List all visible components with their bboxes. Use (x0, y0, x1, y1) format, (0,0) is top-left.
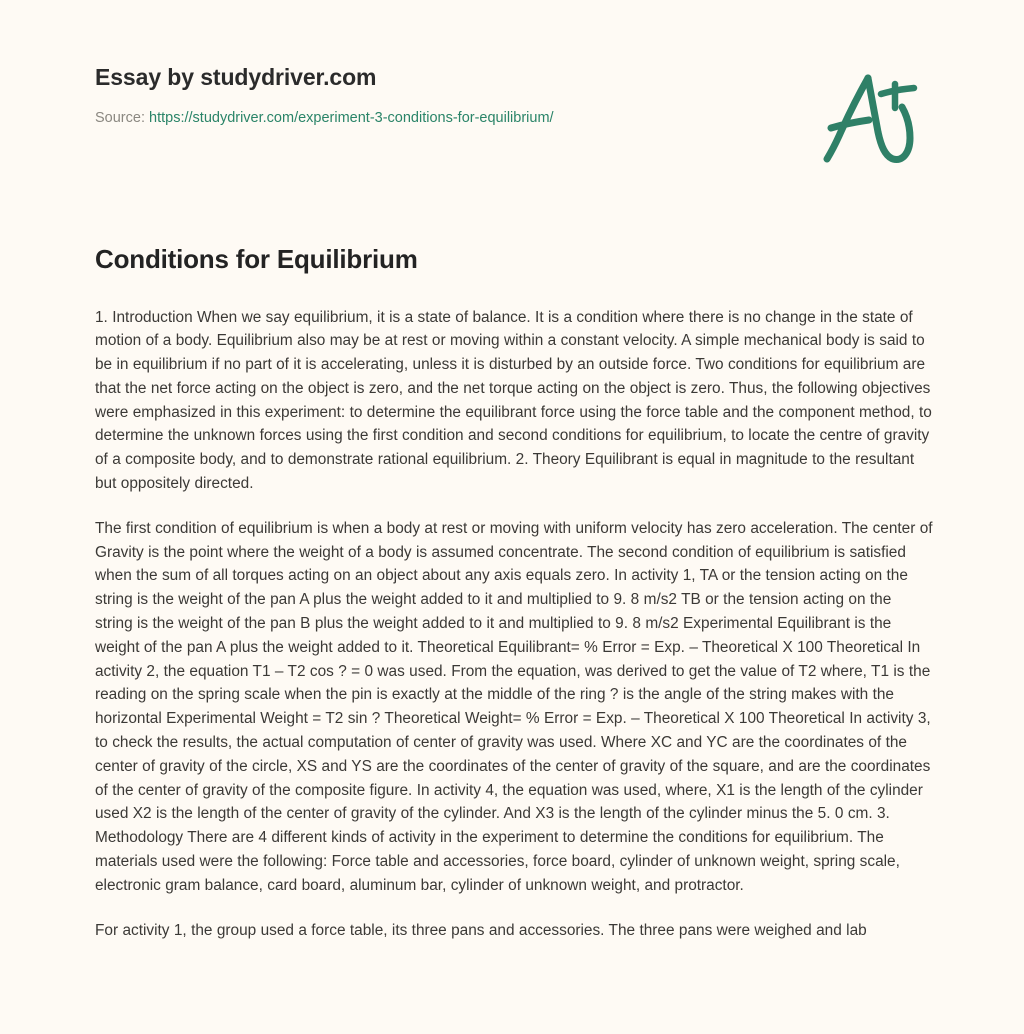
header-text-block (95, 64, 795, 127)
page-title: Conditions for Equilibrium (95, 244, 418, 274)
source-line (95, 109, 795, 128)
article-body (95, 306, 933, 943)
source-label: Source: (95, 109, 145, 126)
article-paragraph: The first condition of equilibrium is when a body at rest or moving with uniform velocity has zero acceleration. The center of Gravity is the point where the weight of a body is assumed concentrate. The second condition of equilibrium is satisfied when the sum of all torques acting on an object about any axis equals zero. In activity 1, TA or the tension acting on the string is the weight of the pan A plus the weight added to it and multiplied to 9. 8 m/s2 TB or the tension acting on the string is the weight of the pan B plus the weight added to it and multiplied to 9. 8 m/s2 Experimental Equilibrant is the weight of the pan A plus the weight added to it. Theoretical Equilibrant= % Error = Exp. – Theoretical X 100 Theoretical In activity 2, the equation T1 – T2 cos ? = 0 was used. From the equation, was derived to get the value of T2 where, T1 is the reading on the spring scale when the pin is exactly at the middle of the ring ? is the angle of the string makes with the horizontal Experimental Weight = T2 sin ? Theoretical Weight= % Error = Exp. – Theoretical X 100 Theoretical In activity 3, to check the results, the actual computation of center of gravity was used. Where XC and YC are the coordinates of the center of gravity of the circle, XS and YS are the coordinates of the center of gravity of the square, and are the coordinates of the center of gravity of the composite figure. In activity 4, the equation was used, where, X1 is the length of the cylinder used X2 is the length of the center of gravity of the cylinder. And X3 is the length of the cylinder minus the 5. 0 cm. 3. Methodology There are 4 different kinds of activity in the experiment to determine the conditions for equilibrium. The materials used were the following: Force table and accessories, force board, cylinder of unknown weight, spring scale, electronic gram balance, card board, aluminum bar, cylinder of unknown weight, and protractor. (95, 519, 933, 894)
source-url-link[interactable]: https://studydriver.com/experiment-3-conditions-for-equilibrium/ (149, 109, 554, 126)
essay-byline: Essay by studydriver.com (95, 64, 377, 90)
a-plus-logo-svg (815, 66, 925, 171)
article-paragraph: For activity 1, the group used a force table, its three pans and accessories. The three pans were weighed and lab (95, 921, 867, 939)
document-header (0, 0, 1024, 200)
article-container (95, 243, 933, 942)
a-plus-logo-icon (815, 66, 925, 171)
article-paragraph: 1. Introduction When we say equilibrium, it is a state of balance. It is a condition where there is no change in the state of motion of a body. Equilibrium also may be at rest or moving within a constant velocity. A simple mechanical body is said to be in equilibrium if no part of it is accelerating, unless it is disturbed by an outside force. Two conditions for equilibrium are that the net force acting on the object is zero, and the net torque acting on the object is zero. Thus, the following objectives were emphasized in this experiment: to determine the equilibrant force using the force table and the component method, to determine the unknown forces using the first condition and second conditions for equilibrium, to locate the centre of gravity of a composite body, and to demonstrate rational equilibrium. 2. Theory Equilibrant is equal in magnitude to the resultant but oppositely directed. (95, 308, 932, 493)
